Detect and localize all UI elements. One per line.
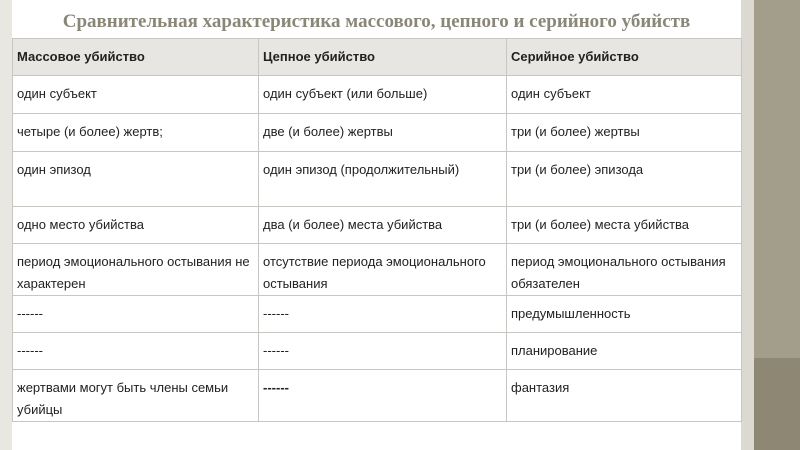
- table-cell: ------: [259, 370, 507, 422]
- table-cell: два (и более) места убийства: [259, 207, 507, 244]
- header-cell-serial: Серийное убийство: [507, 39, 742, 76]
- table-cell: две (и более) жертвы: [259, 114, 507, 152]
- table-cell: три (и более) места убийства: [507, 207, 742, 244]
- table-row: [13, 296, 742, 333]
- slide-title: Сравнительная характеристика массового, цепного и серийного убийств: [62, 11, 691, 32]
- table-cell: ------: [259, 296, 507, 333]
- table-row: [13, 244, 742, 296]
- table-cell: один эпизод (продолжительный): [259, 152, 507, 207]
- table-cell: три (и более) жертвы: [507, 114, 742, 152]
- table-cell: период эмоционального остывания не характерен: [13, 244, 259, 296]
- right-decorative-accent: [754, 358, 800, 450]
- table-cell: один субъект (или больше): [259, 76, 507, 114]
- header-cell-chain: Цепное убийство: [259, 39, 507, 76]
- table-row: [13, 370, 742, 422]
- table-cell: ------: [259, 333, 507, 370]
- table-cell: один субъект: [13, 76, 259, 114]
- table-cell: четыре (и более) жертв;: [13, 114, 259, 152]
- header-cell-mass: Массовое убийство: [13, 39, 259, 76]
- table-cell: три (и более) эпизода: [507, 152, 742, 207]
- table-cell: один субъект: [507, 76, 742, 114]
- table-row: [13, 152, 742, 207]
- table-row: [13, 207, 742, 244]
- table-cell: ------: [13, 296, 259, 333]
- table-cell: период эмоционального остывания обязателен: [507, 244, 742, 296]
- table-cell: планирование: [507, 333, 742, 370]
- table-row: [13, 114, 742, 152]
- table-header-row: [13, 39, 742, 76]
- table-cell: отсутствие периода эмоционального остывания: [259, 244, 507, 296]
- table-row: [13, 76, 742, 114]
- table-cell: фантазия: [507, 370, 742, 422]
- table-cell: один эпизод: [13, 152, 259, 207]
- table-row: [13, 333, 742, 370]
- left-decorative-band: [0, 0, 12, 450]
- right-decorative-band: [741, 0, 754, 450]
- comparison-table: [12, 38, 742, 422]
- table-cell: ------: [13, 333, 259, 370]
- table-cell: предумышленность: [507, 296, 742, 333]
- table-cell: жертвами могут быть члены семьи убийцы: [13, 370, 259, 422]
- table-cell: одно место убийства: [13, 207, 259, 244]
